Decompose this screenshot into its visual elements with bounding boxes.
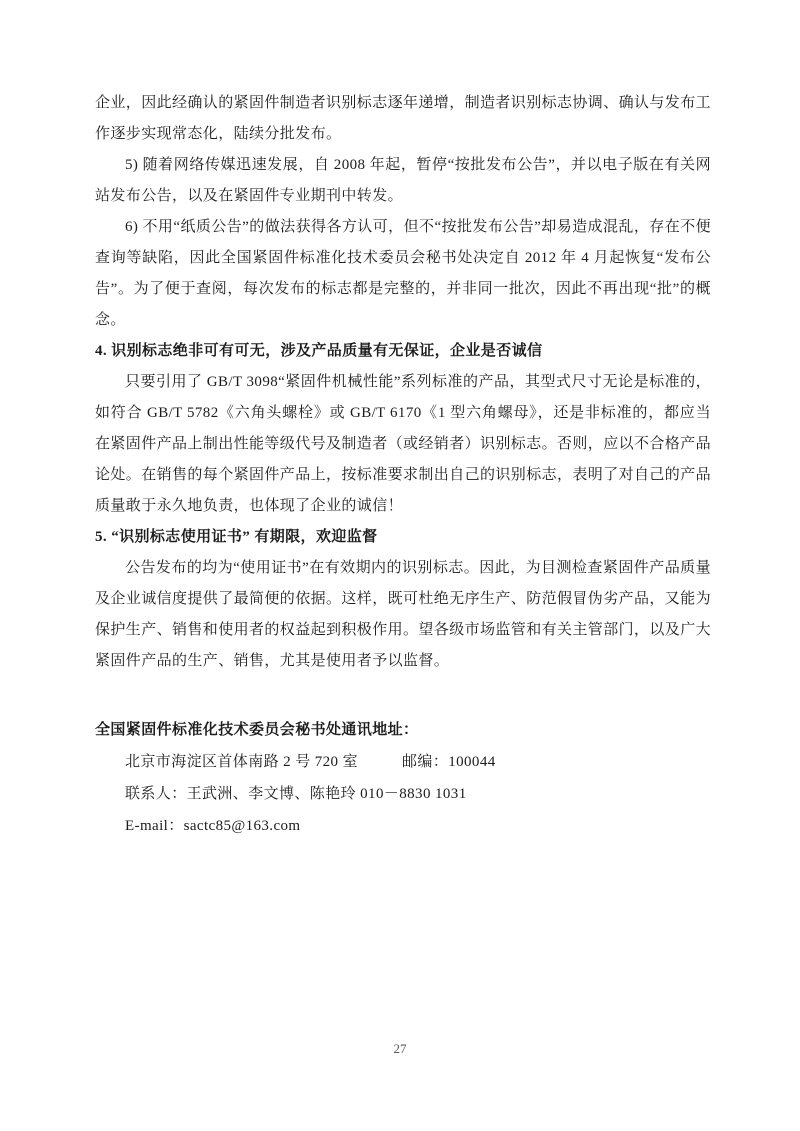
document-content	[95, 88, 711, 842]
section-heading-4: 4. 识别标志绝非可有可无，涉及产品质量有无保证，企业是否诚信	[95, 343, 543, 359]
contact-heading: 全国紧固件标准化技术委员会秘书处通讯地址：	[95, 722, 419, 738]
contact-persons-line: 联系人：王武洲、李文博、陈艳玲 010－8830 1031	[125, 786, 467, 802]
contact-block	[95, 714, 711, 842]
contact-email-line: E-mail：sactc85@163.com	[125, 818, 301, 834]
paragraph-continuation: 企业，因此经确认的紧固件制造者识别标志逐年递增，制造者识别标志协调、确认与发布工作逐步实现常态化，陆续分批发布。	[95, 95, 712, 142]
contact-address-line	[95, 746, 711, 778]
section-paragraph-4: 只要引用了 GB/T 3098“紧固件机械性能”系列标准的产品，其型式尺寸无论是标准的，如符合 GB/T 5782《六角头螺栓》或 GB/T 6170《1 型六角螺母》，还是非标准的，都应当在紧固件产品上制出性能等级代号及制造者（或经销者）识别标志。否则，应以不合格产品论处。在销售的每个紧固件产品上，按标准要求制出自己的识别标志，表明了对自己的产品质量敢于永久地负责，也体现了企业的诚信！	[95, 374, 712, 514]
paragraph-item-6: 6) 不用“纸质公告”的做法获得各方认可，但不“按批发布公告”却易造成混乱，存在不便查询等缺陷，因此全国紧固件标准化技术委员会秘书处决定自 2012 年 4 月起恢复“发布公告”。为了便于查阅，每次发布的标志都是完整的，并非同一批次，因此不再出现“批”的概念。	[95, 219, 711, 328]
paragraph-item-5: 5) 随着网络传媒迅速发展，自 2008 年起，暂停“按批发布公告”，并以电子版在有关网站发布公告，以及在紧固件专业期刊中转发。	[95, 157, 711, 204]
contact-address: 北京市海淀区首体南路 2 号 720 室	[125, 754, 359, 770]
page-number: 27	[393, 1041, 407, 1056]
section-heading-5: 5. “识别标志使用证书” 有期限，欢迎监督	[95, 529, 378, 545]
section-paragraph-5: 公告发布的均为“使用证书”在有效期内的识别标志。因此，为目测检查紧固件产品质量及企业诚信度提供了最简便的依据。这样，既可杜绝无序生产、防范假冒伪劣产品，又能为保护生产、销售和使用者的权益起到积极作用。望各级市场监管和有关主管部门，以及广大紧固件产品的生产、销售，尤其是使用者予以监督。	[95, 560, 712, 669]
contact-postal-code: 邮编：100044	[402, 754, 496, 770]
